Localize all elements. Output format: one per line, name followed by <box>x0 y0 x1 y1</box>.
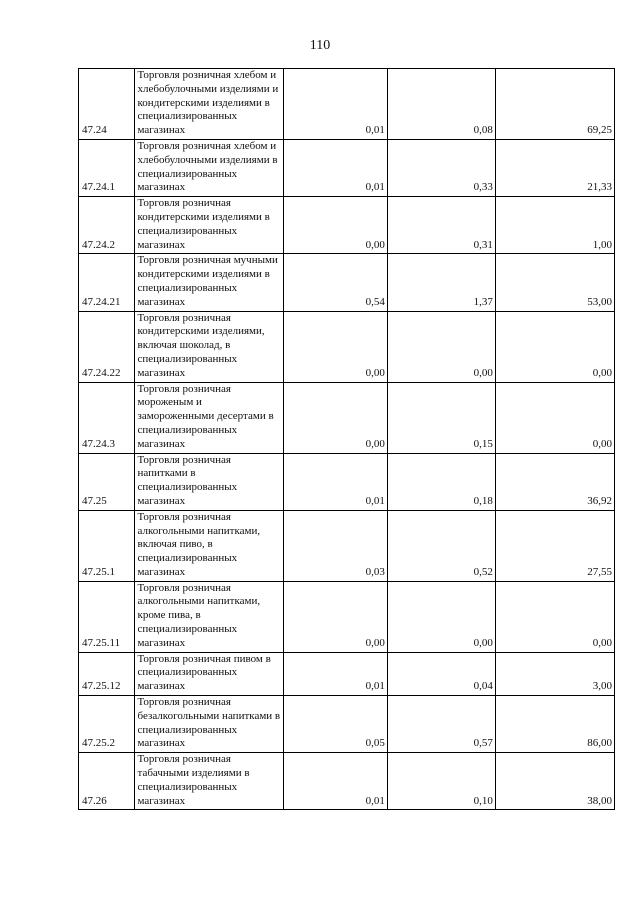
value-col-1: 0,05 <box>283 696 387 753</box>
activity-code: 47.26 <box>79 753 135 810</box>
value-col-2: 0,04 <box>387 652 495 695</box>
value-col-1: 0,00 <box>283 197 387 254</box>
value-col-2: 0,52 <box>387 510 495 581</box>
activity-name: Торговля розничная кондитерскими изделиями в специализированных магазинах <box>134 197 283 254</box>
value-col-3: 69,25 <box>495 69 614 140</box>
value-col-3: 36,92 <box>495 453 614 510</box>
value-col-1: 0,00 <box>283 581 387 652</box>
table-row <box>79 753 615 810</box>
activity-code: 47.24.1 <box>79 139 135 196</box>
value-col-3: 27,55 <box>495 510 614 581</box>
value-col-1: 0,00 <box>283 311 387 382</box>
value-col-2: 0,00 <box>387 581 495 652</box>
value-col-3: 1,00 <box>495 197 614 254</box>
activity-code: 47.24.2 <box>79 197 135 254</box>
activity-code: 47.25.12 <box>79 652 135 695</box>
activity-code: 47.24.3 <box>79 382 135 453</box>
value-col-1: 0,01 <box>283 139 387 196</box>
activity-code: 47.24 <box>79 69 135 140</box>
value-col-3: 53,00 <box>495 254 614 311</box>
value-col-2: 0,31 <box>387 197 495 254</box>
activity-name: Торговля розничная табачными изделиями в специализированных магазинах <box>134 753 283 810</box>
value-col-2: 1,37 <box>387 254 495 311</box>
value-col-2: 0,57 <box>387 696 495 753</box>
value-col-3: 3,00 <box>495 652 614 695</box>
table-row <box>79 453 615 510</box>
activity-name: Торговля розничная хлебом и хлебобулочными изделиями и кондитерскими изделиями в специализированных магазинах <box>134 69 283 140</box>
value-col-3: 38,00 <box>495 753 614 810</box>
value-col-1: 0,01 <box>283 753 387 810</box>
value-col-1: 0,54 <box>283 254 387 311</box>
activity-name: Торговля розничная безалкогольными напитками в специализированных магазинах <box>134 696 283 753</box>
table-row <box>79 581 615 652</box>
activity-code: 47.24.22 <box>79 311 135 382</box>
value-col-1: 0,01 <box>283 69 387 140</box>
value-col-1: 0,01 <box>283 652 387 695</box>
page-number: 110 <box>309 38 331 53</box>
value-col-1: 0,01 <box>283 453 387 510</box>
value-col-3: 0,00 <box>495 311 614 382</box>
value-col-2: 0,08 <box>387 69 495 140</box>
value-col-3: 86,00 <box>495 696 614 753</box>
value-col-2: 0,33 <box>387 139 495 196</box>
value-col-3: 0,00 <box>495 382 614 453</box>
value-col-3: 0,00 <box>495 581 614 652</box>
activity-name: Торговля розничная пивом в специализированных магазинах <box>134 652 283 695</box>
activity-name: Торговля розничная мороженым и замороженными десертами в специализированных магазинах <box>134 382 283 453</box>
activity-code: 47.24.21 <box>79 254 135 311</box>
activity-name: Торговля розничная хлебом и хлебобулочными изделиями в специализированных магазинах <box>134 139 283 196</box>
value-col-1: 0,03 <box>283 510 387 581</box>
activity-code: 47.25.11 <box>79 581 135 652</box>
activity-name: Торговля розничная алкогольными напитками, кроме пива, в специализированных магазинах <box>134 581 283 652</box>
table-body <box>79 69 615 810</box>
activity-name: Торговля розничная мучными кондитерскими изделиями в специализированных магазинах <box>134 254 283 311</box>
table-row <box>79 139 615 196</box>
table-row <box>79 652 615 695</box>
activity-code: 47.25 <box>79 453 135 510</box>
table-row <box>79 254 615 311</box>
table-row <box>79 382 615 453</box>
statistics-table <box>78 68 615 810</box>
activity-name: Торговля розничная напитками в специализированных магазинах <box>134 453 283 510</box>
activity-name: Торговля розничная кондитерскими изделиями, включая шоколад, в специализированных магазинах <box>134 311 283 382</box>
table-row <box>79 311 615 382</box>
value-col-2: 0,15 <box>387 382 495 453</box>
value-col-2: 0,00 <box>387 311 495 382</box>
value-col-1: 0,00 <box>283 382 387 453</box>
activity-code: 47.25.2 <box>79 696 135 753</box>
value-col-2: 0,10 <box>387 753 495 810</box>
table-row <box>79 197 615 254</box>
value-col-2: 0,18 <box>387 453 495 510</box>
value-col-3: 21,33 <box>495 139 614 196</box>
table-row <box>79 69 615 140</box>
table-row <box>79 510 615 581</box>
table-row <box>79 696 615 753</box>
activity-name: Торговля розничная алкогольными напитками, включая пиво, в специализированных магазинах <box>134 510 283 581</box>
activity-code: 47.25.1 <box>79 510 135 581</box>
